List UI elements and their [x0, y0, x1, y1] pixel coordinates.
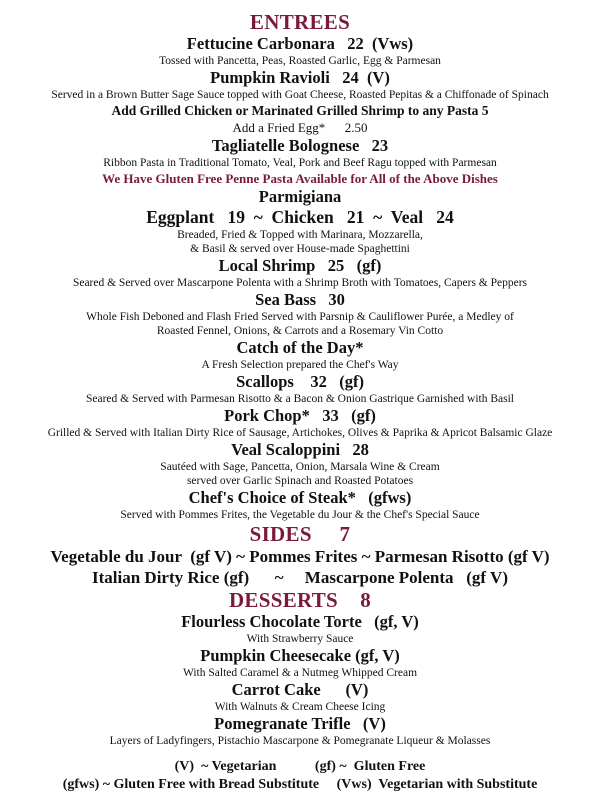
fried-egg-addon: Add a Fried Egg* 2.50 — [232, 120, 368, 135]
sides-line1: Vegetable du Jour (gf V) ~ Pommes Frites ~ Parmesan Risotto (gf V) — [50, 547, 550, 566]
tagliatelle-desc: Ribbon Pasta in Traditional Tomato, Veal, Pork and Beef Ragu topped with Parmesan — [103, 157, 497, 169]
scallops-title: Scallops 32 (gf) — [236, 372, 364, 391]
porkchop-title: Pork Chop* 33 (gf) — [224, 406, 376, 425]
pasta-addon: Add Grilled Chicken or Marinated Grilled Shrimp to any Pasta 5 — [111, 103, 489, 118]
legend-line1: (V) ~ Vegetarian (gf) ~ Gluten Free — [174, 759, 426, 774]
tagliatelle-title: Tagliatelle Bolognese 23 — [211, 136, 389, 155]
carrot-cake-title: Carrot Cake (V) — [231, 680, 369, 699]
parmigiana-desc-line2: & Basil & served over House-made Spaghettini — [190, 243, 410, 255]
torte-title: Flourless Chocolate Torte (gf, V) — [181, 612, 419, 631]
legend-spacer — [0, 748, 600, 758]
seabass-title: Sea Bass 30 — [255, 290, 345, 309]
fettucine-desc: Tossed with Pancetta, Peas, Roasted Garlic, Egg & Parmesan — [159, 55, 441, 67]
trifle-title: Pomegranate Trifle (V) — [214, 714, 386, 733]
desserts-heading: DESSERTS 8 — [228, 588, 372, 612]
seabass-desc-line1: Whole Fish Deboned and Flash Fried Served with Parsnip & Cauliflower Purée, a Medley of — [86, 311, 514, 323]
gluten-free-note: We Have Gluten Free Penne Pasta Available for All of the Above Dishes — [102, 171, 498, 186]
steak-title: Chef's Choice of Steak* (gfws) — [188, 488, 412, 507]
cheesecake-title: Pumpkin Cheesecake (gf, V) — [200, 646, 400, 665]
seabass-desc-line2: Roasted Fennel, Onions, & Carrots and a Rosemary Vin Cotto — [156, 325, 444, 337]
parmigiana-title: Parmigiana — [258, 187, 342, 206]
steak-desc: Served with Pommes Frites, the Vegetable du Jour & the Chef's Special Sauce — [120, 509, 480, 521]
parmigiana-desc-line1: Breaded, Fried & Topped with Marinara, Mozzarella, — [177, 229, 423, 241]
legend-line2: (gfws) ~ Gluten Free with Bread Substitute (Vws) Vegetarian with Substitute — [62, 777, 538, 792]
shrimp-title: Local Shrimp 25 (gf) — [218, 256, 382, 275]
sides-heading: SIDES 7 — [249, 522, 351, 546]
shrimp-desc: Seared & Served over Mascarpone Polenta with a Shrimp Broth with Tomatoes, Capers & Peppers — [72, 277, 528, 289]
entrees-heading: ENTREES — [249, 10, 351, 34]
catch-desc: A Fresh Selection prepared the Chef's Way — [201, 359, 399, 371]
cheesecake-desc: With Salted Caramel & a Nutmeg Whipped Cream — [182, 667, 418, 679]
ravioli-desc: Served in a Brown Butter Sage Sauce topped with Goat Cheese, Roasted Pepitas & a Chiffonade of Spinach — [51, 89, 549, 101]
veal-desc-line2: served over Garlic Spinach and Roasted Potatoes — [186, 475, 414, 487]
veal-title: Veal Scaloppini 28 — [231, 440, 369, 459]
trifle-desc: Layers of Ladyfingers, Pistachio Mascarpone & Pomegranate Liqueur & Molasses — [109, 735, 491, 747]
ravioli-title: Pumpkin Ravioli 24 (V) — [210, 68, 390, 87]
carrot-cake-desc: With Walnuts & Cream Cheese Icing — [214, 701, 386, 713]
catch-title: Catch of the Day* — [236, 338, 364, 357]
parmigiana-options: Eggplant 19 ~ Chicken 21 ~ Veal 24 — [146, 207, 454, 227]
scallops-desc: Seared & Served with Parmesan Risotto & a Bacon & Onion Gastrique Garnished with Basil — [86, 393, 514, 405]
sides-line2: Italian Dirty Rice (gf) ~ Mascarpone Polenta (gf V) — [92, 568, 508, 587]
porkchop-desc: Grilled & Served with Italian Dirty Rice of Sausage, Artichokes, Olives & Paprika & Apricot Balsamic Glaze — [47, 427, 553, 439]
torte-desc: With Strawberry Sauce — [246, 633, 354, 645]
fettucine-title: Fettucine Carbonara 22 (Vws) — [186, 34, 414, 53]
veal-desc-line1: Sautéed with Sage, Pancetta, Onion, Marsala Wine & Cream — [160, 461, 440, 473]
